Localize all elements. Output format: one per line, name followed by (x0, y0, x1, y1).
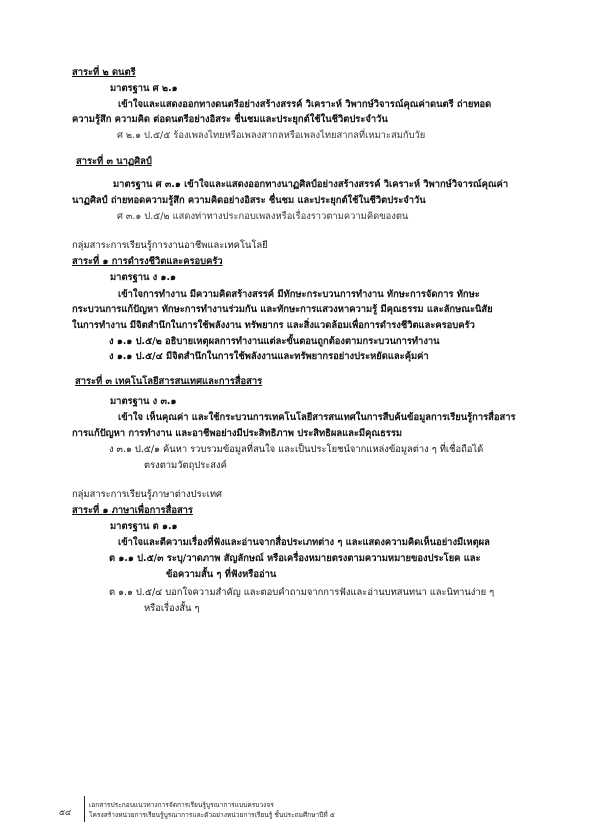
standard-label: มาตรฐาน ศ ๓.๑ เข้าใจและแสดงออกทางนาฏศิลป์อย่างสร้างสรรค์ วิเคราะห์ วิพากษ์วิจารณ์คุณค่า (113, 179, 509, 190)
subject-group-heading: กลุ่มสาระการเรียนรู้ภาษาต่างประเทศ (72, 489, 222, 500)
page-number: ๕๔ (59, 808, 72, 817)
indicator-continuation: ตรงตามวัตถุประสงค์ (144, 460, 227, 471)
indicator-line: ต ๑.๑ ป.๕/๓ ระบุ/วาดภาพ สัญลักษณ์ หรือเครื่องหมายตรงตามความหมายของประโยค และ (109, 553, 481, 564)
paragraph-line: ในการทำงาน มีจิตสำนึกในการใช้พลังงาน ทรัพยากร และสิ่งแวดล้อมเพื่อการดำรงชีวิตและครอบครัว (72, 320, 475, 331)
standard-label: มาตรฐาน ง ๓.๑ (110, 396, 177, 407)
standard-label: มาตรฐาน ต ๑.๑ (110, 521, 178, 532)
paragraph-line: เข้าใจ เห็นคุณค่า และใช้กระบวนการเทคโนโลยีสารสนเทศในการสืบค้นข้อมูลการเรียนรู้การสื่อสาร (118, 412, 516, 423)
footer-divider (84, 796, 85, 822)
indicator-continuation: หรือเรื่องสั้น ๆ (144, 603, 200, 614)
standard-label: มาตรฐาน ศ ๒.๑ (110, 83, 178, 94)
paragraph-line: การแก้ปัญหา การทำงาน และอาชีพอย่างมีประสิทธิภาพ ประสิทธิผลและมีคุณธรรม (72, 428, 403, 439)
footer-line: โครงสร้างหน่วยการเรียนรู้บูรณาการและตัวอย่างหน่วยการเรียนรู้ ชั้นประถมศึกษาปีที่ ๕ (89, 811, 335, 819)
indicator-continuation: ข้อความสั้น ๆ ที่ฟังหรืออ่าน (166, 569, 277, 580)
indicator-line: ง ๓.๑ ป.๕/๑ ค้นหา รวบรวมข้อมูลที่สนใจ และเป็นประโยชน์จากแหล่งข้อมูลต่าง ๆ ที่เชื่อถือได้ (109, 444, 484, 455)
indicator-line: ศ ๓.๑ ป.๕/๒ แสดงท่าทางประกอบเพลงหรือเรื่องราวตามความคิดของตน (117, 211, 409, 222)
section-heading: สาระที่ ๓ เทคโนโลยีสารสนเทศและการสื่อสาร (75, 376, 263, 387)
section-heading: สาระที่ ๑ ภาษาเพื่อการสื่อสาร (72, 505, 193, 516)
paragraph-line: ความรู้สึก ความคิด ต่อดนตรีอย่างอิสระ ชื่นชมและประยุกต์ใช้ในชีวิตประจำวัน (72, 114, 388, 125)
section-heading: สาระที่ ๓ นาฏศิลป์ (76, 156, 152, 167)
paragraph-line: เข้าใจและตีความเรื่องที่ฟังและอ่านจากสื่อประเภทต่าง ๆ และแสดงความคิดเห็นอย่างมีเหตุผล (118, 537, 490, 548)
indicator-line: ต ๑.๑ ป.๕/๔ บอกใจความสำคัญ และตอบคำถามจากการฟังและอ่านบทสนทนา และนิทานง่าย ๆ (109, 587, 495, 598)
paragraph-line: นาฏศิลป์ ถ่ายทอดความรู้สึก ความคิดอย่างอิสระ ชื่นชม และประยุกต์ใช้ในชีวิตประจำวัน (72, 195, 426, 206)
paragraph-line: กระบวนการแก้ปัญหา ทักษะการทำงานร่วมกัน และทักษะการแสวงหาความรู้ มีคุณธรรม และลักษณะนิสัย (72, 304, 493, 315)
indicator-line: ศ ๒.๑ ป.๕/๕ ร้องเพลงไทยหรือเพลงสากลหรือเพลงไทยสากลที่เหมาะสมกับวัย (117, 130, 426, 141)
indicator-line: ง ๑.๑ ป.๕/๒ อธิบายเหตุผลการทำงานแต่ละขั้นตอนถูกต้องตามกระบวนการทำงาน (109, 336, 440, 347)
paragraph-line: เข้าใจการทำงาน มีความคิดสร้างสรรค์ มีทักษะกระบวนการทำงาน ทักษะการจัดการ ทักษะ (118, 289, 480, 300)
subject-group-heading: กลุ่มสาระการเรียนรู้การงานอาชีพและเทคโนโลยี (72, 240, 268, 251)
standard-label: มาตรฐาน ง ๑.๑ (110, 272, 176, 283)
section-heading: สาระที่ ๑ การดำรงชีวิตและครอบครัว (72, 256, 223, 267)
paragraph-line: เข้าใจและแสดงออกทางดนตรีอย่างสร้างสรรค์ วิเคราะห์ วิพากษ์วิจารณ์คุณค่าดนตรี ถ่ายทอด (118, 99, 492, 110)
section-heading: สาระที่ ๒ ดนตรี (72, 67, 136, 78)
footer-line: เอกสารประกอบแนวทางการจัดการเรียนรู้บูรณาการแบบครบวงจร (89, 801, 274, 809)
indicator-line: ง ๑.๑ ป.๕/๔ มีจิตสำนึกในการใช้พลังงานและทรัพยากรอย่างประหยัดและคุ้มค่า (109, 351, 429, 362)
